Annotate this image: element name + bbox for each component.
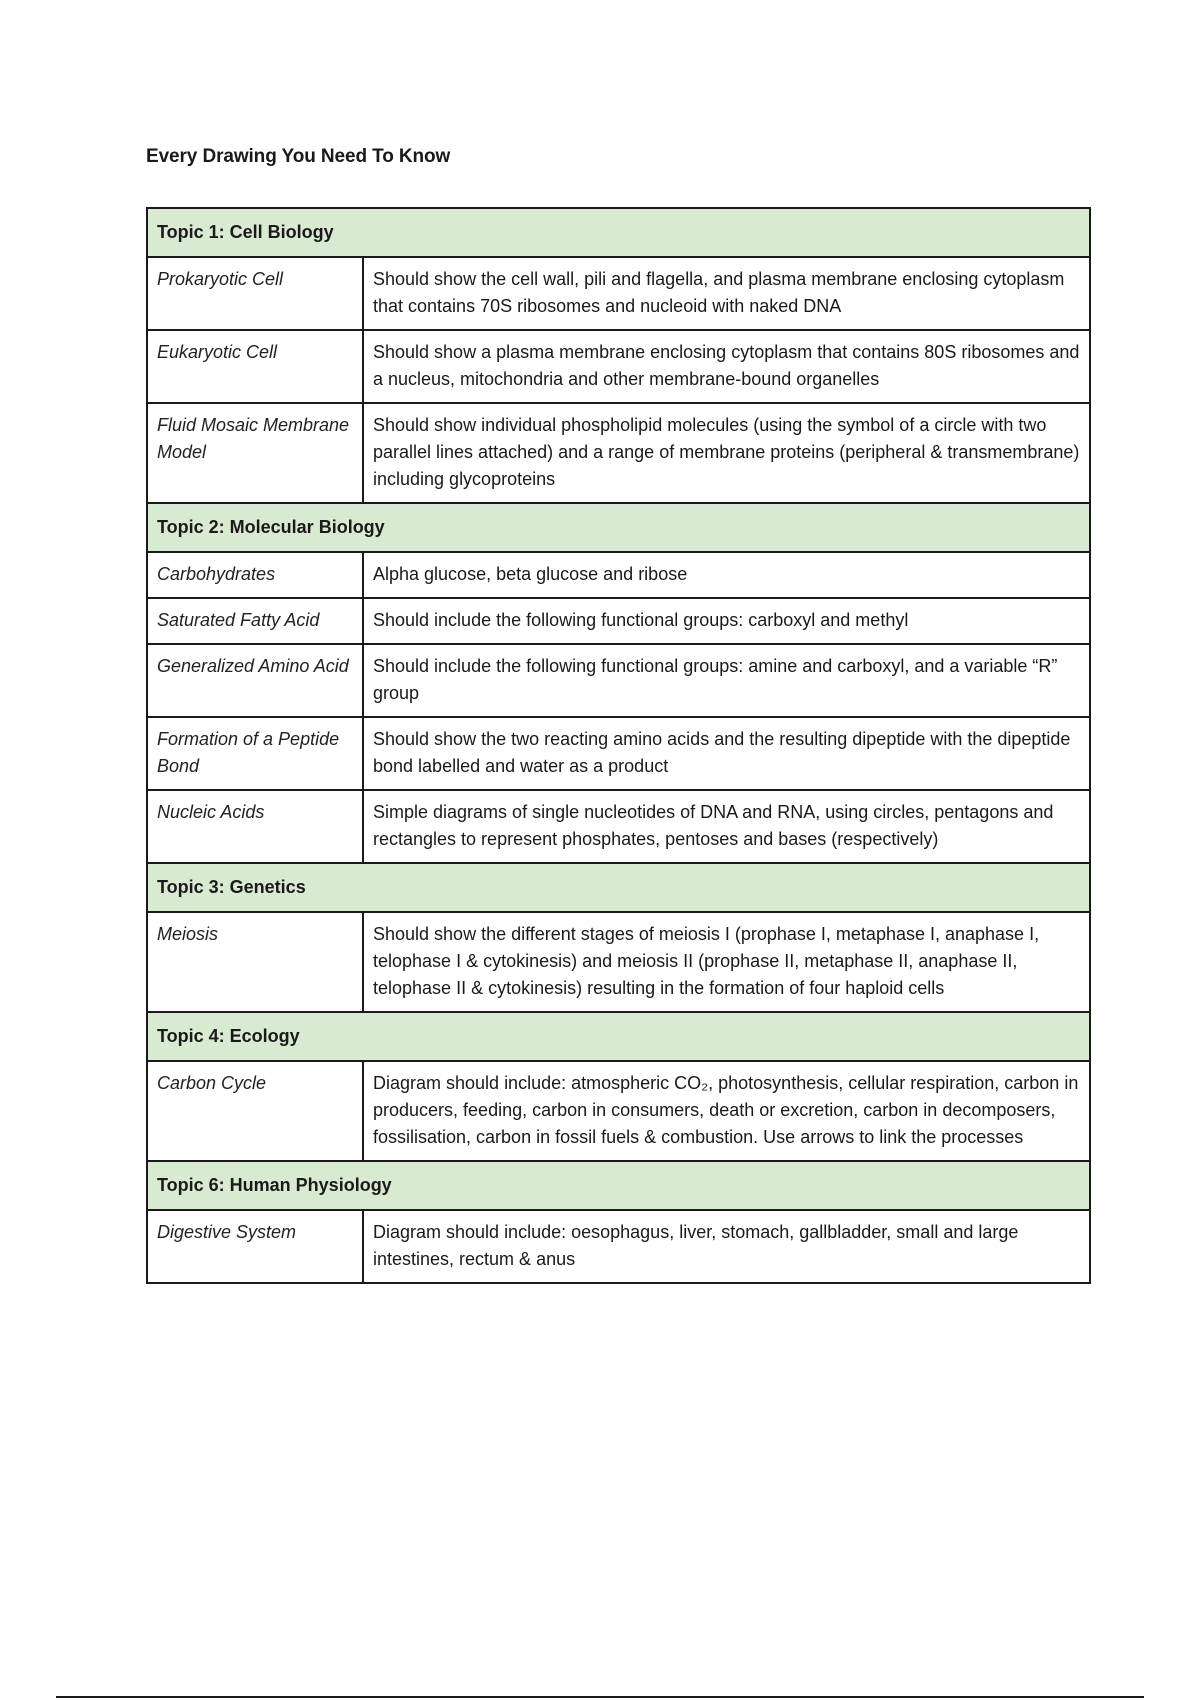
topic-header: Topic 2: Molecular Biology: [147, 503, 1090, 552]
drawing-description: Should show the two reacting amino acids and the resulting dipeptide with the dipeptide bond labelled and water as a product: [363, 717, 1090, 790]
topic-row-molecular-biology: [147, 503, 1090, 552]
topic-header: Topic 3: Genetics: [147, 863, 1090, 912]
drawing-name: Carbon Cycle: [147, 1061, 363, 1161]
drawing-description: Should show the cell wall, pili and flagella, and plasma membrane enclosing cytoplasm that contains 70S ribosomes and nucleoid with naked DNA: [363, 257, 1090, 330]
topic-header: Topic 6: Human Physiology: [147, 1161, 1090, 1210]
topic-row-cell-biology: [147, 208, 1090, 257]
topic-row-human-physiology: [147, 1161, 1090, 1210]
drawing-description: Diagram should include: atmospheric CO₂, photosynthesis, cellular respiration, carbon in producers, feeding, carbon in consumers, death or excretion, carbon in decomposers, fossilisation, carbon in fossil fuels & combustion. Use arrows to link the processes: [363, 1061, 1090, 1161]
drawing-name: Fluid Mosaic Membrane Model: [147, 403, 363, 503]
drawing-name: Meiosis: [147, 912, 363, 1012]
drawing-description: Diagram should include: oesophagus, liver, stomach, gallbladder, small and large intestines, rectum & anus: [363, 1210, 1090, 1283]
drawing-name: Generalized Amino Acid: [147, 644, 363, 717]
topic-header: Topic 1: Cell Biology: [147, 208, 1090, 257]
table-row: [147, 644, 1090, 717]
drawing-name: Carbohydrates: [147, 552, 363, 598]
topic-header: Topic 4: Ecology: [147, 1012, 1090, 1061]
drawing-name: Formation of a Peptide Bond: [147, 717, 363, 790]
drawing-name: Nucleic Acids: [147, 790, 363, 863]
drawing-name: Digestive System: [147, 1210, 363, 1283]
drawing-name: Prokaryotic Cell: [147, 257, 363, 330]
table-row: [147, 790, 1090, 863]
table-row: [147, 1210, 1090, 1283]
table-row: [147, 552, 1090, 598]
drawings-table: [146, 207, 1091, 1284]
drawing-description: Should show the different stages of meiosis I (prophase I, metaphase I, anaphase I, telophase I & cytokinesis) and meiosis II (prophase II, metaphase II, anaphase II, telophase II & cytokinesis) resulting in the formation of four haploid cells: [363, 912, 1090, 1012]
table-row: [147, 257, 1090, 330]
footer-divider: [56, 1696, 1144, 1698]
table-row: [147, 330, 1090, 403]
table-row: [147, 1061, 1090, 1161]
topic-row-genetics: [147, 863, 1090, 912]
table-row: [147, 717, 1090, 790]
drawing-description: Alpha glucose, beta glucose and ribose: [363, 552, 1090, 598]
table-row: [147, 598, 1090, 644]
page-title: Every Drawing You Need To Know: [146, 146, 451, 167]
drawing-name: Eukaryotic Cell: [147, 330, 363, 403]
drawing-description: Should include the following functional groups: carboxyl and methyl: [363, 598, 1090, 644]
drawing-description: Should show individual phospholipid molecules (using the symbol of a circle with two parallel lines attached) and a range of membrane proteins (peripheral & transmembrane) including glycoproteins: [363, 403, 1090, 503]
drawing-description: Should show a plasma membrane enclosing cytoplasm that contains 80S ribosomes and a nucleus, mitochondria and other membrane-bound organelles: [363, 330, 1090, 403]
drawing-description: Simple diagrams of single nucleotides of DNA and RNA, using circles, pentagons and rectangles to represent phosphates, pentoses and bases (respectively): [363, 790, 1090, 863]
drawing-description: Should include the following functional groups: amine and carboxyl, and a variable “R” group: [363, 644, 1090, 717]
drawing-name: Saturated Fatty Acid: [147, 598, 363, 644]
table-row: [147, 912, 1090, 1012]
topic-row-ecology: [147, 1012, 1090, 1061]
table-row: [147, 403, 1090, 503]
